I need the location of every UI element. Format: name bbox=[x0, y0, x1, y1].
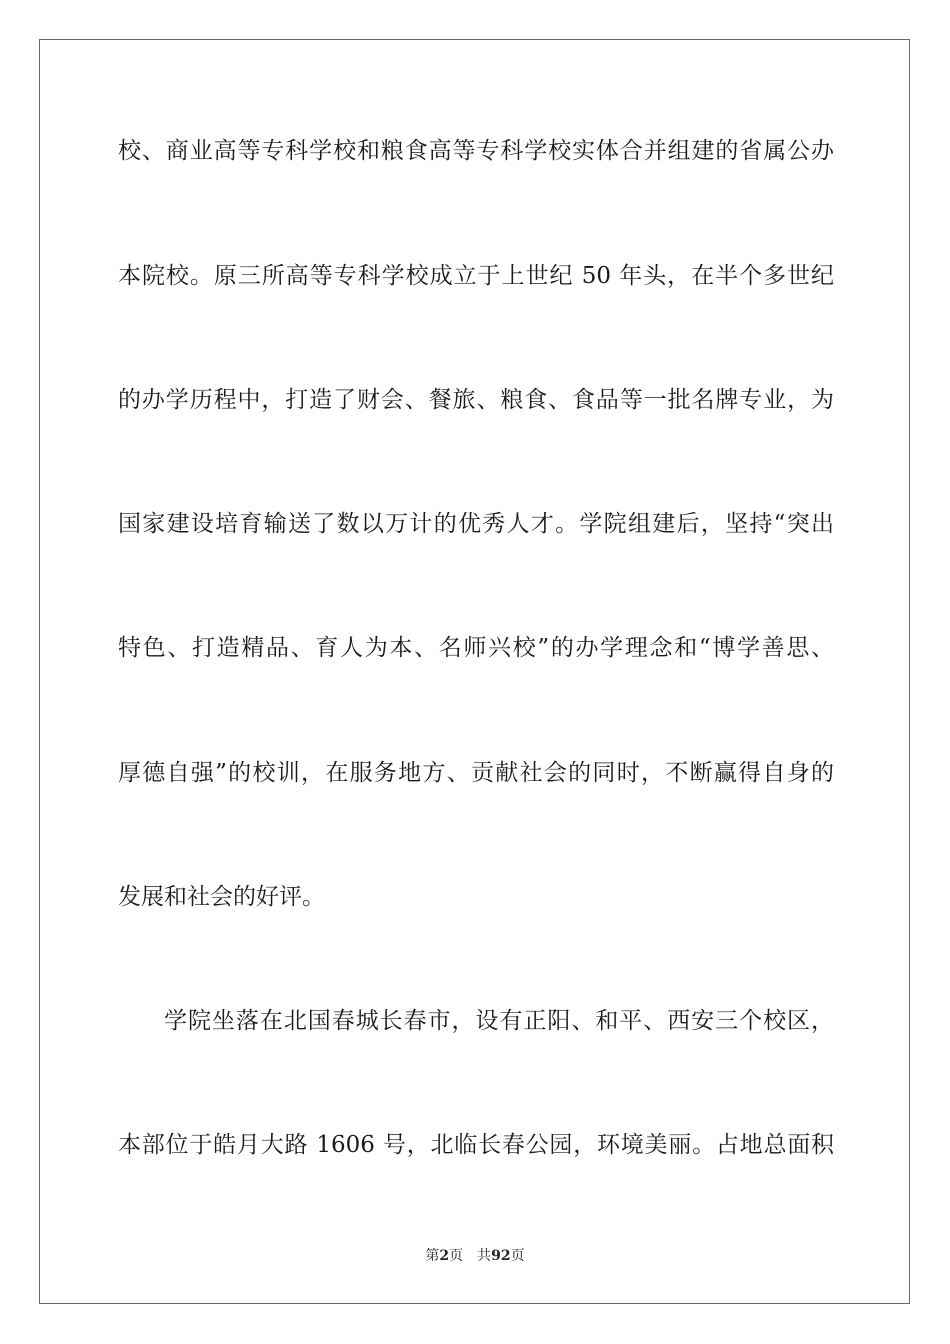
body-line-2: 本院校。原三所高等专科学校成立于上世纪 50 年头，在半个多世纪 bbox=[118, 263, 834, 289]
body-line-3: 的办学历程中，打造了财会、餐旅、粮食、食品等一批名牌专业，为 bbox=[118, 387, 834, 413]
footer-total-pages: 92 bbox=[491, 1248, 511, 1264]
page-footer bbox=[0, 1247, 950, 1265]
body-line-4: 国家建设培育输送了数以万计的优秀人才。学院组建后，坚持“突出 bbox=[118, 511, 834, 537]
footer-total-prefix: 共 bbox=[477, 1248, 492, 1264]
body-line-7: 发展和社会的好评。 bbox=[118, 884, 325, 910]
footer-page-suffix: 页 bbox=[449, 1248, 464, 1264]
body-line-1: 校、商业高等专科学校和粮食高等专科学校实体合并组建的省属公办 bbox=[118, 138, 834, 164]
page-border bbox=[39, 39, 910, 1304]
body-line-9: 本部位于皓月大路 1606 号，北临长春公园，环境美丽。占地总面积 bbox=[118, 1132, 834, 1158]
body-line-6: 厚德自强”的校训，在服务地方、贡献社会的同时，不断赢得自身的 bbox=[118, 760, 834, 786]
body-line-5: 特色、打造精品、育人为本、名师兴校”的办学理念和“博学善思、 bbox=[118, 635, 834, 661]
footer-page-number: 2 bbox=[439, 1248, 450, 1264]
body-line-8-paragraph-start: 学院坐落在北国春城长春市，设有正阳、和平、西安三个校区， bbox=[164, 1008, 834, 1034]
footer-total-suffix: 页 bbox=[510, 1248, 525, 1264]
footer-page-prefix: 第 bbox=[425, 1248, 440, 1264]
